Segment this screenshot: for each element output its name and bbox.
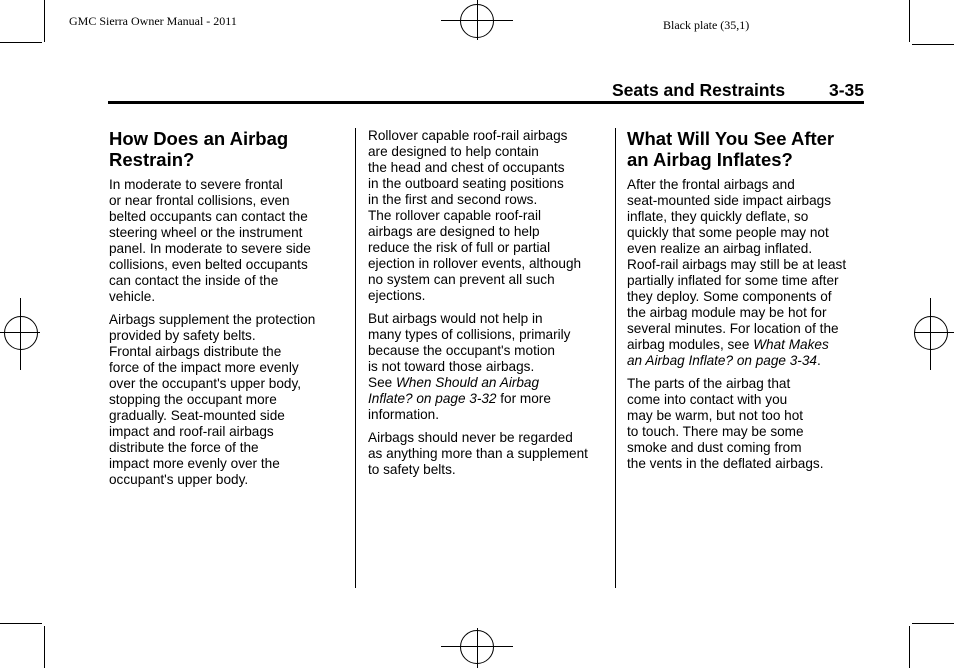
header-rule: [108, 101, 864, 104]
paragraph: In moderate to severe frontal or near frontal collisions, even belted occupants can contact the steering wheel or the instrument panel. In moderate to severe side collisions, even belted occupants can contact the inside of the vehicle.: [109, 177, 311, 304]
column-2: [368, 128, 608, 485]
section-heading: How Does an Airbag Restrain?: [109, 128, 289, 170]
cross-reference-link[interactable]: an Airbag Inflate? on page 3-34: [627, 353, 817, 368]
column-divider: [355, 128, 356, 588]
paragraph: The parts of the airbag that come into contact with you may be warm, but not too hot to touch. There may be some smoke and dust coming from the vents in the deflated airbags.: [627, 376, 824, 471]
column-3: [627, 128, 867, 479]
crop-mark: [912, 44, 954, 45]
crop-mark: [0, 623, 42, 624]
cross-reference-link[interactable]: Inflate? on page 3-32: [368, 391, 497, 406]
paragraph: Airbags should never be regarded as anything more than a supplement to safety belts.: [368, 430, 588, 477]
crop-mark: [0, 42, 42, 43]
paragraph: Rollover capable roof-rail airbags are designed to help contain the head and chest of occupants in the outboard seating positions in the first and second rows. The rollover capable roof-rail airbags are designed to help reduce the risk of full or partial ejection in rollover events, although no system can prevent all such ejections.: [368, 128, 582, 303]
crop-mark: [909, 626, 910, 668]
cross-reference-link[interactable]: When Should an Airbag: [395, 375, 540, 390]
manual-title: GMC Sierra Owner Manual - 2011: [69, 14, 237, 28]
section-title: Seats and Restraints: [612, 80, 786, 100]
crop-mark: [909, 0, 910, 42]
plate-label: Black plate (35,1): [663, 18, 750, 32]
cross-reference-link[interactable]: What Makes: [753, 337, 829, 352]
paragraph: Airbags supplement the protection provided by safety belts. Frontal airbags distribute the force of the impact more evenly over the occupant's upper body, stopping the occupant more gradually. Seat-mounted side impact and roof-rail airbags distribute the force of the impact more evenly over the occupant's upper body.: [109, 312, 316, 487]
section-heading: What Will You See After an Airbag Inflates?: [627, 128, 835, 170]
column-1: [109, 128, 341, 495]
column-divider: [615, 128, 616, 588]
paragraph: After the frontal airbags and seat-mounted side impact airbags inflate, they quickly deflate, so quickly that some people may not even realize an airbag inflated. Roof-rail airbags may still be at least partially inflated for some time after they deploy. Some components of the airbag module may be hot for several minutes. For location of the airbag modules, see What Makes an Airbag Inflate? on page 3-34.: [627, 177, 847, 368]
paragraph: But airbags would not help in many types of collisions, primarily because the occupant's motion is not toward those airbags. See When Should an Airbag Inflate? on page 3-32 for more information.: [368, 311, 571, 422]
crop-mark: [44, 0, 45, 42]
crop-mark: [912, 623, 954, 624]
page-number: 3-35: [829, 80, 865, 100]
crop-mark: [44, 626, 45, 668]
